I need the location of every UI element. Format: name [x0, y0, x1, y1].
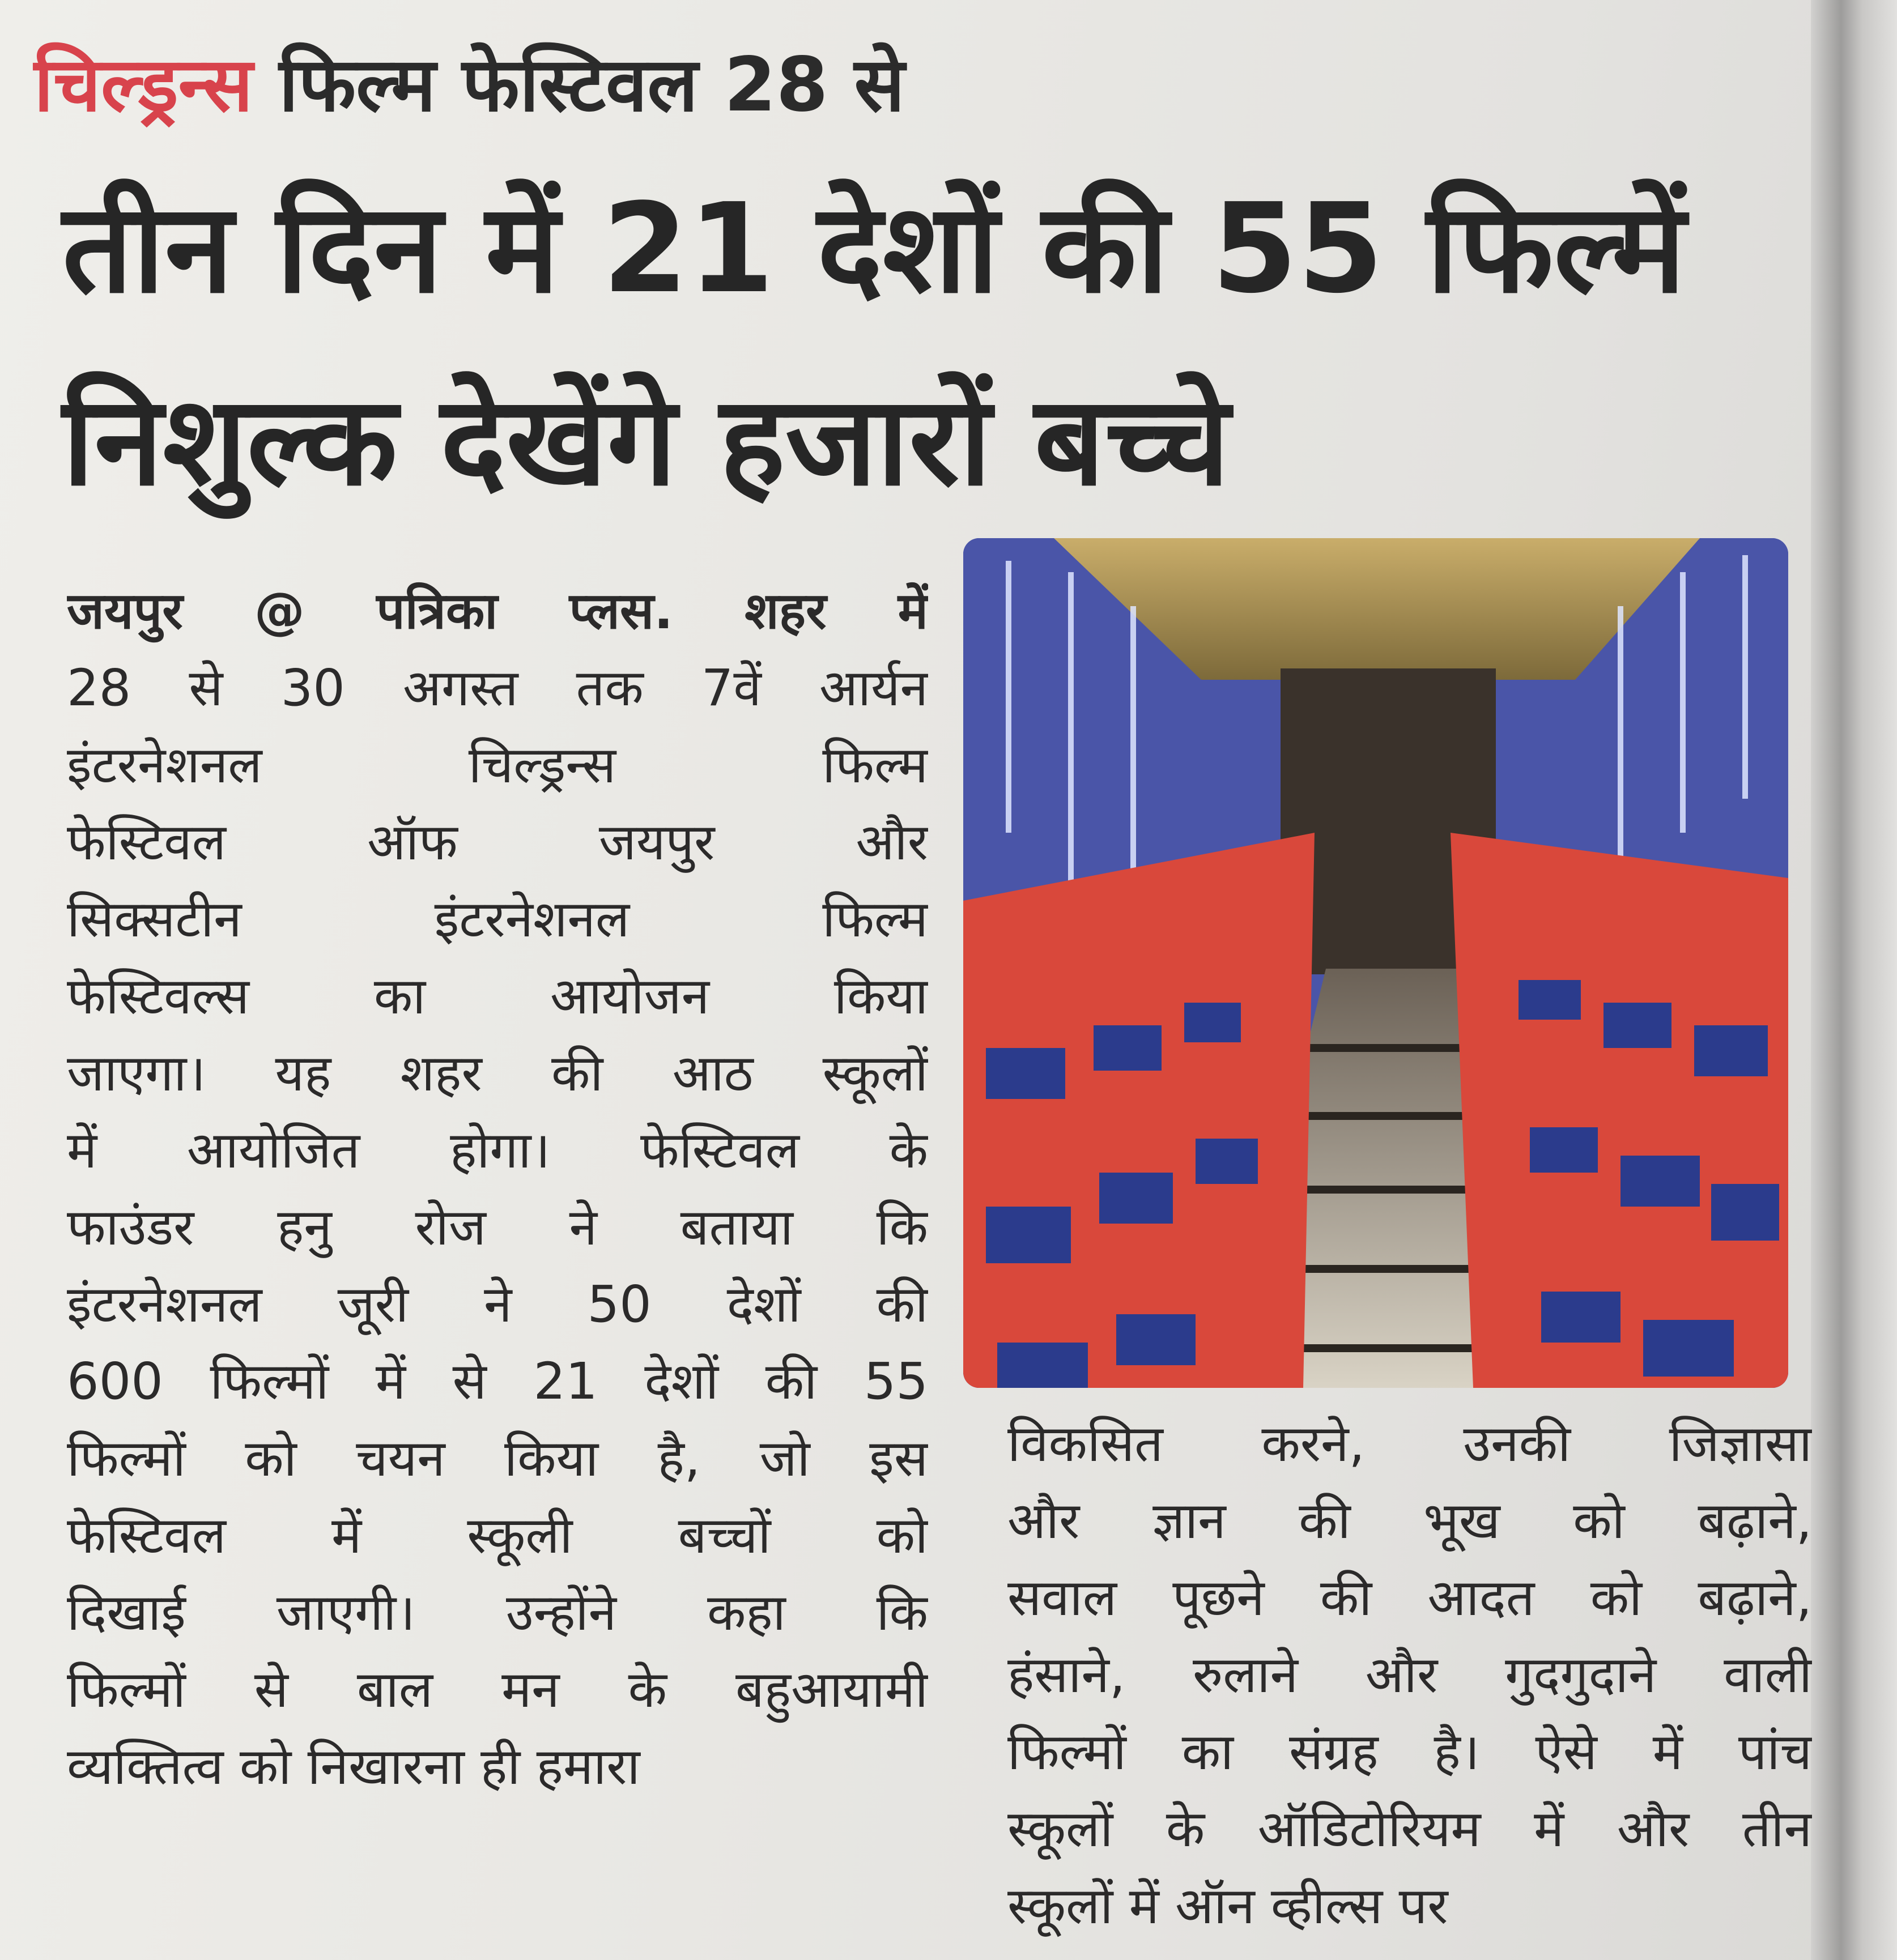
headline-line-2: निशुल्क देखेंगे हजारों बच्चे [62, 370, 1230, 513]
body-line: जाएगा। यह शहर की आठ स्कूलों [67, 1043, 928, 1102]
body-line: फिल्मों का संग्रह है। ऐसे में पांच [1007, 1722, 1812, 1781]
body-line: हंसाने, रुलाने और गुदगुदाने वाली [1007, 1645, 1812, 1704]
body-line: फिल्मों से बाल मन के बहुआयामी [67, 1660, 928, 1719]
body-line: 600 फिल्मों में से 21 देशों की 55 [67, 1352, 928, 1411]
kicker [34, 28, 905, 142]
article-column-left [67, 572, 928, 1805]
body-line: इंटरनेशनल जूरी ने 50 देशों की [67, 1275, 928, 1333]
body-line: इंटरनेशनल चिल्ड्रन्स फिल्म [67, 735, 928, 794]
body-line: फेस्टिवल ऑफ जयपुर और [67, 812, 928, 871]
kicker-text: फिल्म फेस्टिवल 28 से [279, 41, 905, 129]
dateline: जयपुर @ पत्रिका प्लस. शहर में [67, 581, 928, 640]
body-line: सवाल पूछने की आदत को बढ़ाने, [1007, 1568, 1812, 1627]
body-line: स्कूलों में ऑन व्हील्स पर [1007, 1876, 1448, 1935]
body-line: विकसित करने, उनकी जिज्ञासा [1007, 1414, 1812, 1473]
kicker-highlight: चिल्ड्रन्स [34, 41, 253, 129]
headline-line-1: तीन दिन में 21 देशों की 55 फिल्में [62, 177, 1686, 321]
body-line: फेस्टिवल में स्कूली बच्चों को [67, 1506, 928, 1565]
body-line: स्कूलों के ऑडिटोरियम में और तीन [1007, 1799, 1812, 1858]
body-line: सिक्सटीन इंटरनेशनल फिल्म [67, 889, 928, 948]
article-column-right [1007, 1405, 1812, 1944]
body-line: 28 से 30 अगस्त तक 7वें आर्यन [67, 658, 928, 717]
body-line: और ज्ञान की भूख को बढ़ाने, [1007, 1491, 1812, 1550]
auditorium-illustration [963, 538, 1788, 1388]
body-line: दिखाई जाएगी। उन्होंने कहा कि [67, 1583, 928, 1642]
body-line: व्यक्तित्व को निखारना ही हमारा [67, 1737, 640, 1796]
body-line: फिल्मों को चयन किया है, जो इस [67, 1429, 928, 1488]
body-line: फेस्टिवल्स का आयोजन किया [67, 966, 928, 1025]
body-line: में आयोजित होगा। फेस्टिवल के [67, 1120, 928, 1179]
auditorium-photo [963, 538, 1788, 1388]
body-line: फाउंडर हनु रोज ने बताया कि [67, 1198, 928, 1256]
page-fold-edge [1811, 0, 1897, 1960]
